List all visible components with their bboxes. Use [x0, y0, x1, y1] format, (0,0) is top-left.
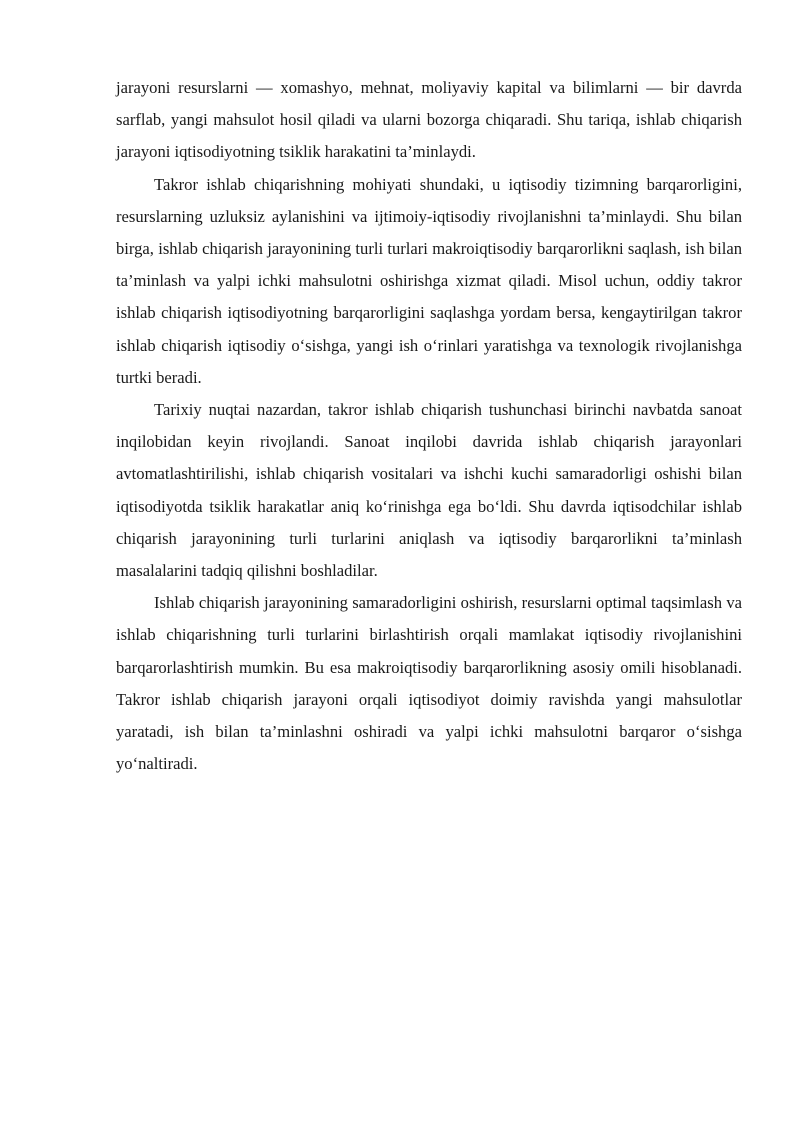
paragraph-continuation: jarayoni resurslarni — xomashyo, mehnat, moliyaviy kapital va bilimlarni — bir davrda sarflab, yangi mahsulot hosil qiladi va ularni bozorga chiqaradi. Shu tariqa, ishlab chiqarish jarayoni iqtisodiyotning tsiklik harakatini ta’minlaydi.	[116, 78, 742, 162]
body-text	[116, 72, 742, 780]
paragraph-takror-mohiyati: Takror ishlab chiqarishning mohiyati shundaki, u iqtisodiy tizimning barqarorligini, resurslarning uzluksiz aylanishini va ijtimoiy-iqtisodiy rivojlanishni ta’minlaydi. Shu bilan birga, ishlab chiqarish jarayonining turli turlari makroiqtisodiy barqarorlikni saqlash, ish bilan ta’minlash va yalpi ichki mahsulotni oshirishga xizmat qiladi. Misol uchun, oddiy takror ishlab chiqarish iqtisodiyotning barqarorligini saqlashga yordam bersa, kengaytirilgan takror ishlab chiqarish iqtisodiy o‘sishga, yangi ish o‘rinlari yaratishga va texnologik rivojlanishga turtki beradi.	[116, 174, 742, 387]
paragraph-tarixiy-nuqtai: Tarixiy nuqtai nazardan, takror ishlab chiqarish tushunchasi birinchi navbatda sanoat inqilobidan keyin rivojlandi. Sanoat inqilobi davrida ishlab chiqarish jarayonlari avtomatlashtirilishi, ishlab chiqarish vositalari va ishchi kuchi samaradorligi oshishi bilan iqtisodiyotda tsiklik harakatlar aniq ko‘rinishga ega bo‘ldi. Shu davrda iqtisodchilar ishlab chiqarish jarayonining turli turlarini aniqlash va iqtisodiy barqarorlikni ta’minlash masalalarini tadqiq qilishni boshladilar.	[116, 400, 742, 581]
paragraph-samaradorlik: Ishlab chiqarish jarayonining samaradorligini oshirish, resurslarni optimal taqsimlash va ishlab chiqarishning turli turlarini birlashtirish orqali mamlakat iqtisodiy rivojlanishini barqarorlashtirish mumkin. Bu esa makroiqtisodiy barqarorlikning asosiy omili hisoblanadi. Takror ishlab chiqarish jarayoni orqali iqtisodiyot doimiy ravishda yangi mahsulotlar yaratadi, ish bilan ta’minlashni oshiradi va yalpi ichki mahsulotni barqaror o‘sishga yo‘naltiradi.	[116, 593, 742, 774]
